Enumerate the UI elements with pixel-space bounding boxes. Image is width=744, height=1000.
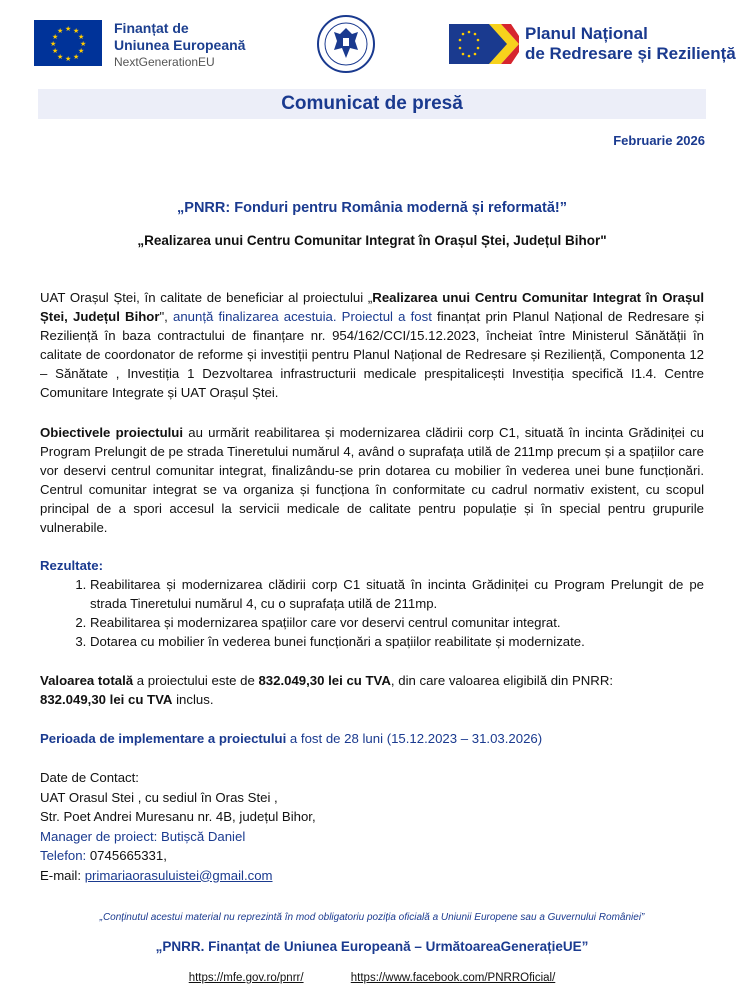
pnrr-logo <box>449 24 736 64</box>
mfe-link[interactable]: https://mfe.gov.ro/pnrr/ <box>188 972 304 984</box>
footer-links <box>0 972 744 984</box>
pnrr-logo-line2: de Redresare și Reziliență <box>525 44 736 63</box>
intro-project-name: Realizarea unui Centru Comunitar Integrat în Orașul Ștei, Județul Bihor <box>40 290 704 324</box>
pnrr-logo-line1: Planul Național <box>525 24 648 43</box>
contact-section <box>40 768 704 885</box>
header-logos <box>0 12 744 80</box>
intro-text-c: ", <box>159 309 173 324</box>
intro-paragraph <box>40 288 704 402</box>
value-amount-total: 832.049,30 lei cu TVA <box>258 673 391 688</box>
value-text-b: , din care valoarea eligibilă din PNRR: <box>390 673 614 688</box>
period-lead: Perioada de implementare a proiectului <box>40 731 287 746</box>
eu-logo-text <box>114 20 245 70</box>
list-item: 1. Reabilitarea și modernizarea clădirii corp C1 situată în incinta Grădiniței cu Program Prelungit de pe strada Tineretului numărul 4, cu o suprafața utilă de 211mp. <box>90 575 704 613</box>
disclaimer: „Conținutul acestui material nu reprezintă în mod obligatoriu poziția oficială a Uniunii Europene sau a Guvernului României” <box>99 912 645 923</box>
intro-text-a: UAT Orașul Ștei, în calitate de beneficiar al proiectului „ <box>40 290 373 305</box>
list-item: 2. Reabilitarea și modernizarea spațiilor care vor deservi centrul comunitar integrat. <box>90 613 704 632</box>
pnrr-flag-icon <box>449 24 519 64</box>
footer-slogan: „PNRR. Finanțat de Uniunea Europeană – UrmătoareaGenerațieUE” <box>155 939 589 954</box>
intro-announcement: anunță finalizarea acestuia. Proiectul a fost <box>172 309 432 324</box>
page-title: Comunicat de presă <box>281 93 463 114</box>
objectives-lead: Obiectivele proiectului <box>40 425 184 440</box>
contact-phone: 0745665331, <box>86 848 167 863</box>
value-lead: Valoarea totală <box>40 673 134 688</box>
title-bar <box>38 89 706 119</box>
contact-phone-line <box>40 846 704 866</box>
contact-email-line <box>40 866 704 886</box>
intro-text-e: finanțat prin Planul Național de Redresare și Reziliență în baza contractului de finanțare nr. 954/162/CCI/15.12.2023, încheiat între Ministerul Sănătății în calitate de coordonator de reforme și investiții pentru Planul Național de Redresare și Reziliență, Componenta 12 – Sănătate , Investiția 1 Dezvoltarea infrastructurii medicale prespitalicești Investiția specifică I1.4. Centre Comunitare Integrate și UAT Orașul Ștei. <box>40 309 704 400</box>
eu-funding-logo <box>34 20 245 70</box>
results-list <box>40 575 704 651</box>
contact-org: UAT Orasul Stei , cu sediul în Oras Stei , <box>40 789 278 805</box>
contact-heading: Date de Contact: <box>40 770 139 785</box>
project-title: „Realizarea unui Centru Comunitar Integrat în Orașul Ștei, Județul Bihor" <box>137 233 607 248</box>
results-section <box>40 556 704 651</box>
government-of-romania-seal-icon <box>316 14 376 74</box>
contact-email-label: E-mail: <box>40 867 85 883</box>
period-paragraph <box>40 729 704 748</box>
facebook-link[interactable]: https://www.facebook.com/PNRROficial/ <box>350 972 556 984</box>
eu-logo-line3: NextGenerationEU <box>114 55 215 69</box>
value-paragraph <box>40 671 704 709</box>
contact-address: Str. Poet Andrei Muresanu nr. 4B, județul Bihor, <box>40 809 316 824</box>
eu-logo-line1: Finanțat de <box>114 20 189 36</box>
objectives-paragraph <box>40 423 704 537</box>
contact-email-link[interactable]: primariaorasuluistei@gmail.com <box>84 867 273 883</box>
eu-flag-icon: ★ ★ ★ ★ ★ ★ ★ ★ ★ ★ ★ ★ <box>34 20 102 66</box>
results-title: Rezultate: <box>40 558 104 573</box>
value-amount-eligible: 832.049,30 lei cu TVA <box>40 692 173 707</box>
period-text: a fost de 28 luni (15.12.2023 – 31.03.2026) <box>286 731 543 746</box>
contact-phone-label: Telefon: <box>40 848 87 863</box>
list-item: 3. Dotarea cu mobilier în vederea bunei funcționări a spațiilor reabilitate și modernizate. <box>90 632 704 651</box>
pnrr-logo-text <box>525 24 736 64</box>
objectives-text: au urmărit reabilitarea și modernizarea clădirii corp C1, situată în incinta Grădiniței cu Program Prelungit de pe strada Tineretului numărul 4, având o suprafața utilă de 211mp precum și a spațiilor care vor deservi centrul comunitar integrat, finalizându-se prin dotarea cu mobilier în vederea unei bune funcționări. Centrul comunitar integrat se va organiza și funcționa în conformitate cu cadrul normativ existent, cu scopul principal de a spori accesul la servicii medicale de calitate pentru populație și în special pentru grupurile vulnerabile. <box>40 425 705 535</box>
slogan: „PNRR: Fonduri pentru România modernă și reformată!” <box>177 200 567 216</box>
release-date: Februarie 2026 <box>613 133 705 148</box>
value-text-a: a proiectului este de <box>133 673 259 688</box>
eu-logo-line2: Uniunea Europeană <box>114 37 246 53</box>
contact-manager: Manager de proiect: Butișcă Daniel <box>40 828 246 844</box>
value-text-c: inclus. <box>172 692 214 707</box>
